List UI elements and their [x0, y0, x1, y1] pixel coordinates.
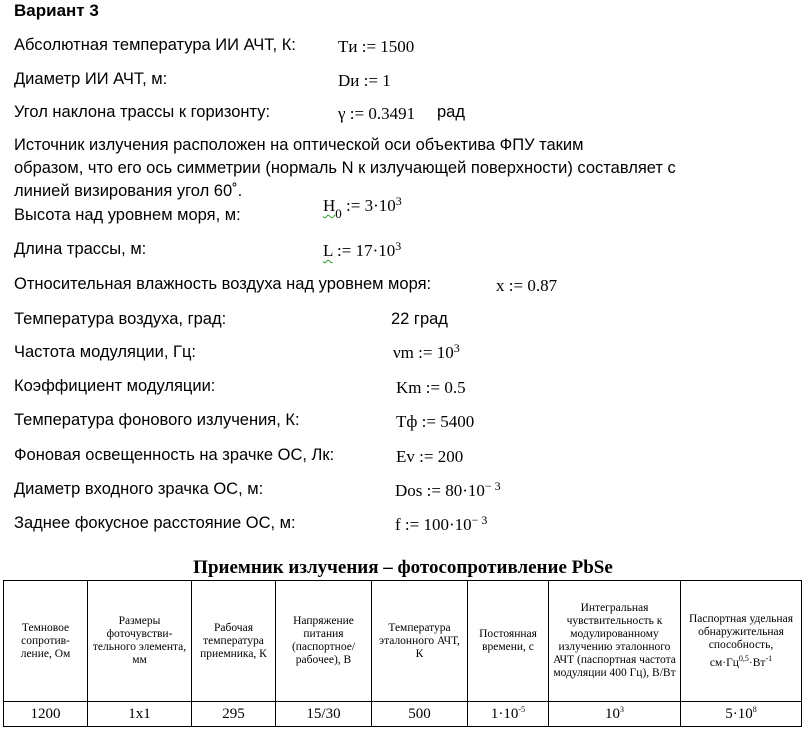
var-name: f	[395, 515, 401, 534]
value: 17·10	[355, 241, 396, 260]
formula-emitter-diameter	[338, 71, 391, 91]
formula-background-temperature	[396, 412, 474, 432]
header-time-constant: Постоянная времени, с	[468, 581, 549, 702]
cell-supply-voltage: 15/30	[276, 702, 372, 727]
formula-background-illuminance	[396, 447, 463, 467]
var-name: H	[323, 196, 336, 215]
var-name: Dos	[395, 481, 423, 500]
formula-modulation-frequency	[393, 343, 460, 363]
table-title: Приемник излучения – фотосопротивление PbSe	[193, 557, 613, 578]
formula-track-angle	[338, 104, 415, 124]
detector-table	[3, 580, 802, 727]
header-element-size: Размеры фоточувстви-тельного элемента, мм	[88, 581, 192, 702]
air-temperature-value: 22 град	[391, 310, 448, 328]
assign-operator: :=	[361, 37, 377, 56]
assign-operator: :=	[346, 196, 361, 215]
header-supply-voltage: Напряжение питания (паспортное/ рабочее), В	[276, 581, 372, 702]
assign-operator: :=	[363, 71, 378, 90]
formula-humidity	[496, 276, 557, 296]
value: 0.87	[527, 276, 558, 295]
value: 3·10	[364, 196, 396, 215]
paragraph-line: линией визирования угол 60˚.	[14, 182, 243, 200]
var-name: νm	[393, 343, 414, 362]
header-dark-resistance: Темновое сопротив-ление, Ом	[4, 581, 88, 702]
label-modulation-coefficient: Коэффициент модуляции:	[14, 377, 216, 395]
exponent: 3	[395, 194, 402, 208]
label-humidity: Относительная влажность воздуха над уровнем моря:	[14, 275, 432, 293]
source-description	[14, 134, 734, 203]
header-reference-temperature: Температура эталонного АЧТ, К	[372, 581, 468, 702]
header-integral-sensitivity: Интегральная чувствительность к модулированному излучению эталонного АЧТ (паспортная частота модуляции 400 Гц), В/Вт	[549, 581, 681, 702]
var-name: Ev	[396, 447, 415, 466]
formula-emitter-temperature	[338, 37, 414, 57]
value: 100·10	[423, 515, 472, 534]
header-specific-detectivity: Паспортная удельная обнаружительная способность, $см\cdot Гц^{0,5}\cdot Вт^{-1}$	[681, 581, 802, 702]
cell-reference-temperature: 500	[372, 702, 468, 727]
var-name: x	[496, 276, 505, 295]
label-background-illuminance: Фоновая освещенность на зрачке ОС, Лк:	[14, 446, 335, 464]
paragraph-line: Источник излучения расположен на оптической оси объектива ФПУ таким	[14, 136, 584, 154]
var-subscript: 0	[335, 206, 342, 221]
exponent: − 3	[484, 479, 501, 493]
label-modulation-frequency: Частота модуляции, Гц:	[14, 343, 196, 361]
value: 10	[436, 343, 454, 362]
formula-altitude	[323, 194, 402, 221]
cell-time-constant: $1\cdot 10^{-5}$	[468, 702, 549, 727]
formula-track-length	[323, 241, 401, 261]
label-background-temperature: Температура фонового излучения, К:	[14, 411, 300, 429]
assign-operator: :=	[418, 343, 433, 362]
header-operating-temperature: Рабочая температура приемника, К	[192, 581, 276, 702]
variant-title: Вариант 3	[14, 1, 99, 20]
assign-operator: :=	[419, 447, 434, 466]
label-pupil-diameter: Диаметр входного зрачка ОС, м:	[14, 480, 264, 498]
exponent: 3	[453, 341, 460, 355]
formula-focal-length	[395, 515, 487, 535]
var-name: L	[323, 241, 333, 260]
assign-operator: :=	[337, 241, 352, 260]
value: 0.3491	[368, 104, 416, 123]
exponent: − 3	[471, 513, 488, 527]
cell-dark-resistance: 1200	[4, 702, 88, 727]
assign-operator: :=	[508, 276, 524, 295]
label-emitter-diameter: Диаметр ИИ АЧТ, м:	[14, 70, 168, 88]
value: 1500	[380, 37, 415, 56]
paragraph-line: образом, что его ось симметрии (нормаль N к излучающей поверхности) составляет с	[14, 159, 676, 177]
formula-pupil-diameter	[395, 481, 501, 501]
cell-integral-sensitivity: $10^3$	[549, 702, 681, 727]
cell-specific-detectivity: $5\cdot 10^8$	[681, 702, 802, 727]
cell-operating-temperature: 295	[192, 702, 276, 727]
value: 5400	[440, 412, 475, 431]
assign-operator: :=	[426, 481, 441, 500]
label-track-angle: Угол наклона трассы к горизонту:	[14, 103, 271, 121]
table-row	[4, 702, 802, 727]
var-name: Tи	[338, 37, 358, 56]
value: 1	[382, 71, 391, 90]
label-focal-length: Заднее фокусное расстояние ОС, м:	[14, 514, 296, 532]
var-name: Km	[396, 378, 422, 397]
formula-modulation-coefficient	[396, 378, 466, 398]
value: 80·10	[445, 481, 485, 500]
label-altitude: Высота над уровнем моря, м:	[14, 206, 241, 224]
value: 200	[437, 447, 464, 466]
var-name: γ	[338, 104, 346, 123]
value: 0.5	[444, 378, 466, 397]
label-emitter-temperature: Абсолютная температура ИИ АЧТ, К:	[14, 36, 296, 54]
assign-operator: :=	[404, 515, 420, 534]
table-header-row	[4, 581, 802, 702]
exponent: 3	[395, 239, 402, 253]
label-track-length: Длина трассы, м:	[14, 240, 147, 258]
cell-element-size: 1x1	[88, 702, 192, 727]
label-air-temperature: Температура воздуха, град:	[14, 310, 227, 328]
assign-operator: :=	[425, 378, 441, 397]
assign-operator: :=	[421, 412, 436, 431]
assign-operator: :=	[349, 104, 365, 123]
var-name: Tф	[396, 412, 418, 431]
unit-rad: рад	[437, 103, 465, 121]
var-name: Dи	[338, 71, 360, 90]
